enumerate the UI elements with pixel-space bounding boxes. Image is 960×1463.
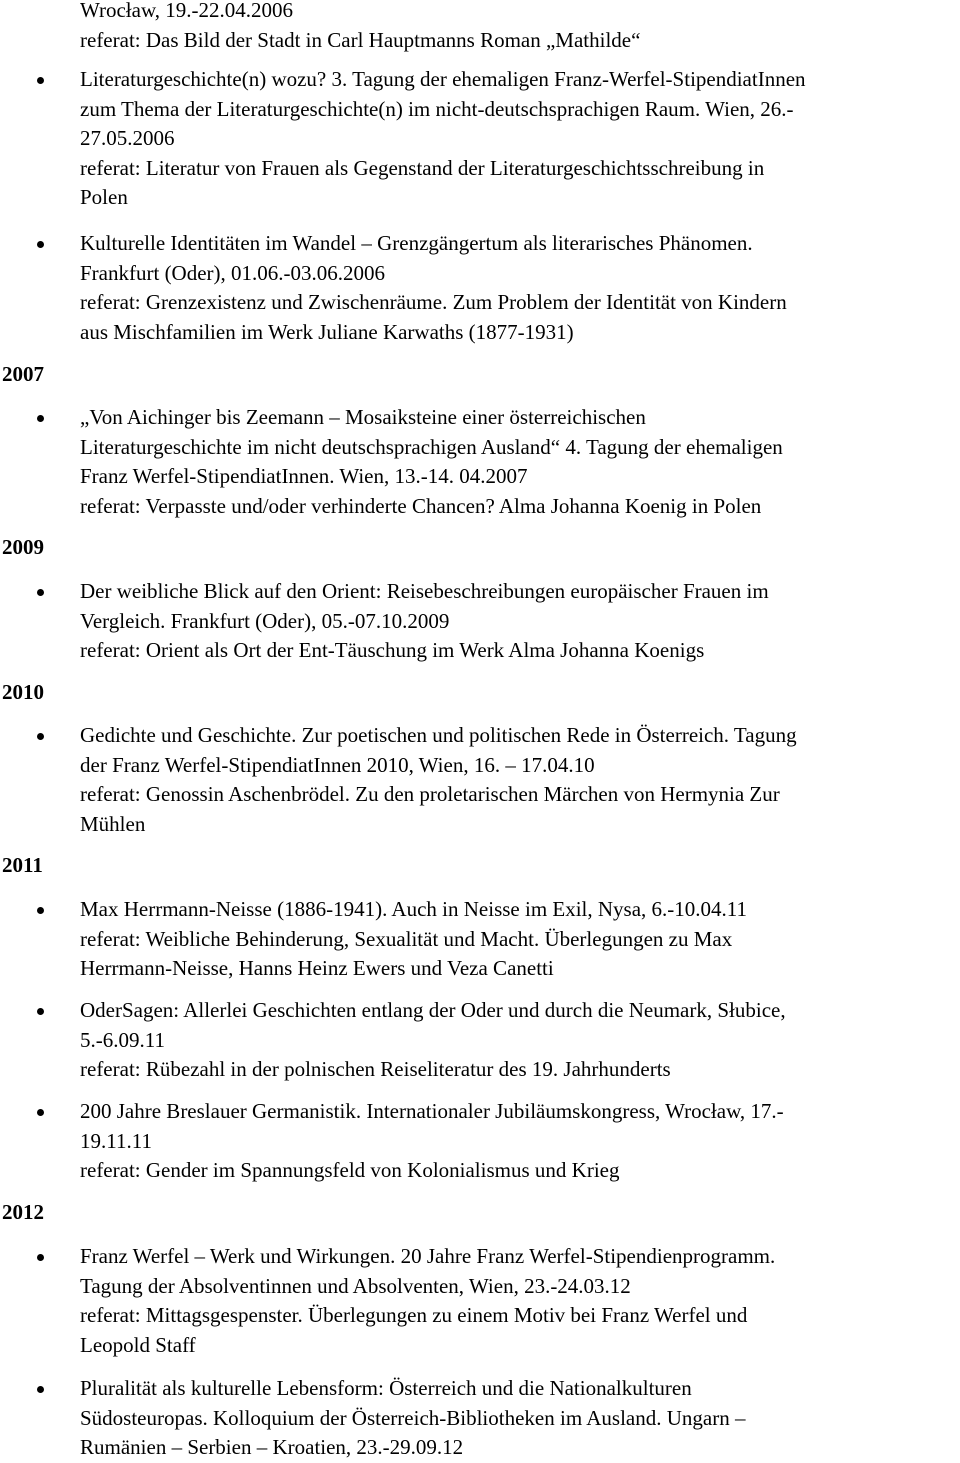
text-line: Gedichte und Geschichte. Zur poetischen und politischen Rede in Österreich. Tagung — [80, 723, 797, 747]
list-item — [0, 721, 940, 839]
text-line: referat: Literatur von Frauen als Gegenstand der Literaturgeschichtsschreibung in — [80, 155, 765, 180]
year-heading: 2011 — [2, 853, 43, 877]
text-line: Mühlen — [80, 811, 146, 836]
text-line: referat: Verpasste und/oder verhinderte Chancen? Alma Johanna Koenig in Polen — [80, 493, 762, 518]
bullet-icon — [37, 733, 44, 740]
text-line: Südosteuropas. Kolloquium der Österreich-Bibliotheken im Ausland. Ungarn – — [80, 1405, 746, 1430]
continuation-text — [0, 0, 940, 55]
text-line: Pluralität als kulturelle Lebensform: Österreich und die Nationalkulturen — [80, 1376, 692, 1400]
text-line: Polen — [80, 185, 128, 209]
text-line: referat: Orient als Ort der Ent-Täuschung im Werk Alma Johanna Koenigs — [80, 638, 705, 662]
text-line: 5.-6.09.11 — [80, 1027, 165, 1052]
text-line: Kulturelle Identitäten im Wandel – Grenzgängertum als literarisches Phänomen. — [80, 231, 753, 255]
bullet-icon — [37, 241, 44, 248]
list-item — [0, 895, 940, 984]
bullet-icon — [37, 1386, 44, 1393]
list-item — [0, 996, 940, 1085]
list-item — [0, 1374, 940, 1463]
list-item — [0, 229, 940, 347]
bullet-icon — [37, 415, 44, 422]
text-line: referat: Grenzexistenz und Zwischenräume. Zum Problem der Identität von Kindern — [80, 290, 787, 314]
text-line: Literaturgeschichte im nicht deutschsprachigen Ausland“ 4. Tagung der ehemaligen — [80, 434, 783, 459]
text-line: Vergleich. Frankfurt (Oder), 05.-07.10.2009 — [80, 608, 450, 633]
text-line: referat: Rübezahl in der polnischen Reiseliteratur des 19. Jahrhunderts — [80, 1057, 671, 1081]
text-line: aus Mischfamilien im Werk Juliane Karwaths (1877-1931) — [80, 319, 574, 344]
bullet-icon — [37, 907, 44, 914]
text-line: Franz Werfel-StipendiatInnen. Wien, 13.-14. 04.2007 — [80, 464, 528, 488]
text-line: Literaturgeschichte(n) wozu? 3. Tagung der ehemaligen Franz-Werfel-StipendiatInnen — [80, 67, 806, 91]
text-line: Der weibliche Blick auf den Orient: Reisebeschreibungen europäischer Frauen im — [80, 579, 769, 603]
year-heading: 2010 — [2, 680, 44, 704]
bullet-icon — [37, 1109, 44, 1116]
text-line: zum Thema der Literaturgeschichte(n) im nicht-deutschsprachigen Raum. Wien, 26.- — [80, 96, 794, 121]
bullet-icon — [37, 1008, 44, 1015]
bullet-icon — [37, 1254, 44, 1261]
text-line: Frankfurt (Oder), 01.06.-03.06.2006 — [80, 260, 386, 285]
text-line: referat: Gender im Spannungsfeld von Kolonialismus und Krieg — [80, 1158, 620, 1182]
text-line: 19.11.11 — [80, 1128, 152, 1153]
text-line: referat: Mittagsgespenster. Überlegungen zu einem Motiv bei Franz Werfel und — [80, 1303, 748, 1327]
list-item — [0, 1242, 940, 1360]
list-item — [0, 65, 940, 213]
text-line: Tagung der Absolventinnen und Absolventen, Wien, 23.-24.03.12 — [80, 1273, 631, 1298]
text-line: referat: Genossin Aschenbrödel. Zu den proletarischen Märchen von Hermynia Zur — [80, 782, 780, 806]
text-line: referat: Das Bild der Stadt in Carl Hauptmanns Roman „Mathilde“ — [80, 27, 641, 52]
year-heading: 2007 — [2, 362, 44, 386]
text-line: Wrocław, 19.-22.04.2006 — [80, 0, 293, 22]
text-line: Franz Werfel – Werk und Wirkungen. 20 Jahre Franz Werfel-Stipendienprogramm. — [80, 1244, 776, 1268]
text-line: Leopold Staff — [80, 1332, 196, 1357]
text-line: Max Herrmann-Neisse (1886-1941). Auch in Neisse im Exil, Nysa, 6.-10.04.11 — [80, 897, 748, 921]
list-item — [0, 1097, 940, 1186]
list-item — [0, 403, 940, 521]
text-line: Rumänien – Serbien – Kroatien, 23.-29.09.12 — [80, 1435, 464, 1459]
text-line: „Von Aichinger bis Zeemann – Mosaiksteine einer österreichischen — [80, 405, 646, 429]
year-heading: 2012 — [2, 1200, 44, 1224]
text-line: 27.05.2006 — [80, 126, 175, 150]
text-line: referat: Weibliche Behinderung, Sexualität und Macht. Überlegungen zu Max — [80, 926, 733, 951]
text-line: Herrmann-Neisse, Hanns Heinz Ewers und Veza Canetti — [80, 956, 554, 980]
bullet-icon — [37, 589, 44, 596]
bullet-icon — [37, 77, 44, 84]
year-heading: 2009 — [2, 535, 44, 559]
text-line: OderSagen: Allerlei Geschichten entlang der Oder und durch die Neumark, Słubice, — [80, 998, 786, 1022]
text-line: der Franz Werfel-StipendiatInnen 2010, Wien, 16. – 17.04.10 — [80, 752, 595, 777]
text-line: 200 Jahre Breslauer Germanistik. Internationaler Jubiläumskongress, Wrocław, 17.- — [80, 1099, 784, 1123]
list-item — [0, 577, 940, 666]
